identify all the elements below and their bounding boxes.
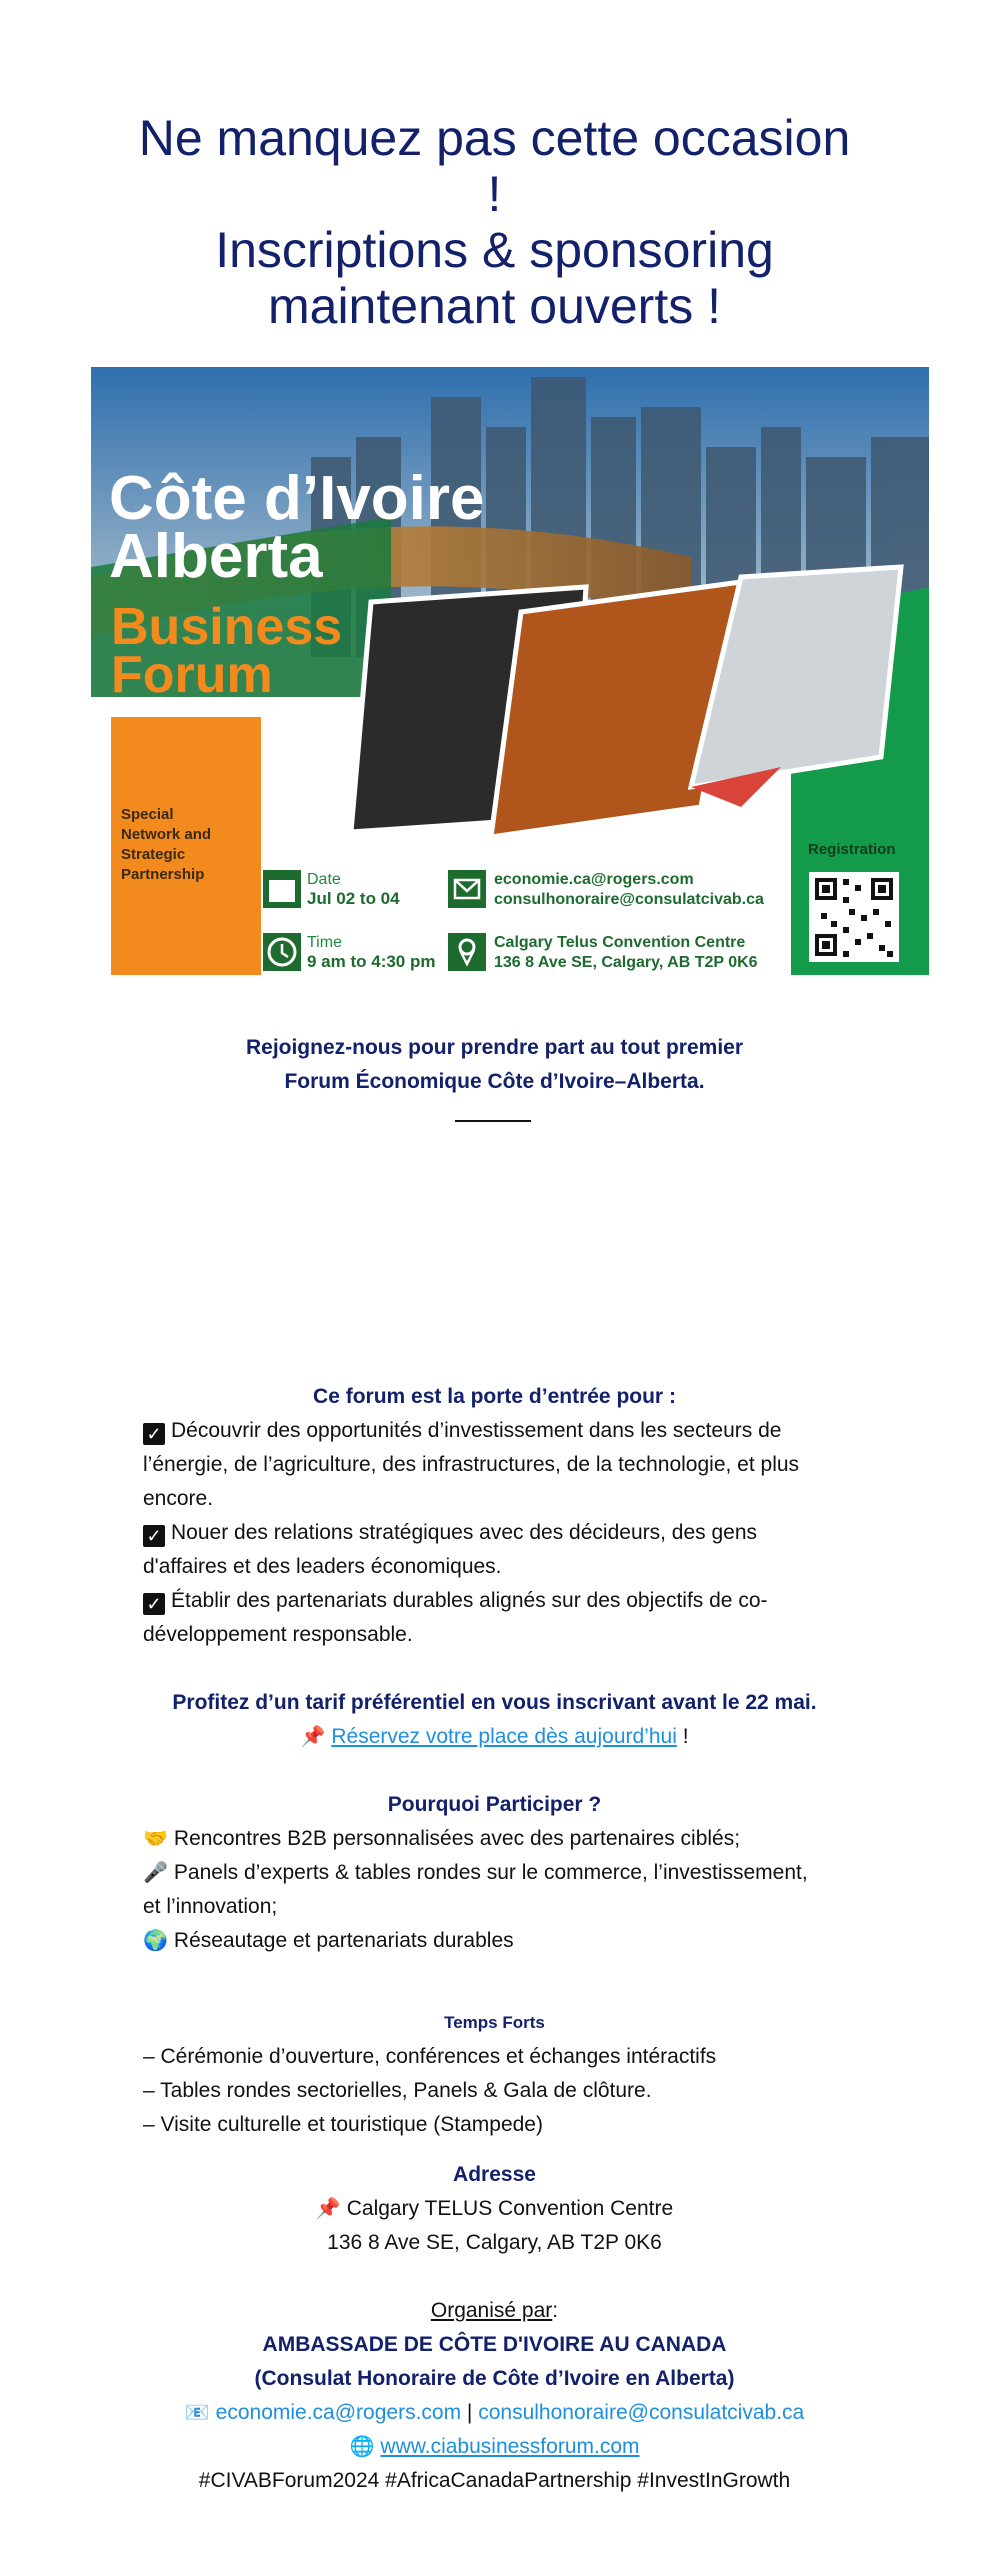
banner-title-2: Alberta [109,522,323,591]
gateway-item-3: ✓ Établir des partenariats durables alignés sur des objectifs de co- [143,1584,843,1618]
gateway-item-2: ✓ Nouer des relations stratégiques avec des décideurs, des gens [143,1516,843,1550]
organizer-name: AMBASSADE DE CÔTE D'IVOIRE AU CANADA [262,2333,727,2356]
offer-cta: 📌 Réservez votre place dès aujourd’hui ! [0,1720,989,1754]
address-title: Adresse [453,2163,536,2186]
qr-code-icon [809,872,899,962]
highlights-list [143,2040,843,2142]
date-value: Jul 02 to 04 [307,889,400,908]
side-text-2: Network and [121,826,212,843]
reserve-link[interactable]: Réservez votre place dès aujourd’hui [331,1725,677,1748]
pushpin-icon: 📌 [315,2198,341,2220]
mail-icon [448,870,486,908]
why-item-3: 🌍 Réseautage et partenariats durables [143,1924,843,1958]
highlights-title: Temps Forts [444,2013,545,2032]
highlight-item-2: – Tables rondes sectorielles, Panels & Gala de clôture. [143,2079,652,2102]
why-item-1: 🤝 Rencontres B2B personnalisées avec des partenaires ciblés; [143,1822,843,1856]
checkbox-icon: ✓ [143,1525,165,1547]
gateway-item-1: ✓ Découvrir des opportunités d’investissement dans les secteurs de [143,1414,843,1448]
globe-icon: 🌐 [349,2436,375,2458]
registration-label: Registration [808,841,896,858]
organizer-label: Organisé par: [430,2299,559,2322]
website-line [0,2430,989,2464]
page-headline [0,110,989,334]
headline-line-4: maintenant ouverts ! [267,278,722,334]
handshake-icon: 🤝 [143,1828,168,1850]
website-link[interactable]: www.ciabusinessforum.com [380,2435,640,2458]
headline-line-3: Inscriptions & sponsoring [215,222,774,278]
side-text-3: Strategic [121,846,186,863]
banner-subtitle-2: Forum [111,646,273,704]
gateway-title: Ce forum est la porte d’entrée pour : [313,1385,676,1408]
divider [455,1120,531,1122]
mail-icon: 📧 [184,2402,210,2424]
hashtags: #CIVABForum2024 #AfricaCanadaPartnership #InvestInGrowth [198,2469,791,2492]
highlight-item-1: – Cérémonie d’ouverture, conférences et échanges intéractifs [143,2045,717,2068]
intro-line-1: Rejoignez-nous pour prendre part au tout premier [245,1036,744,1059]
email-link-1[interactable]: economie.ca@rogers.com [215,2401,462,2424]
why-title: Pourquoi Participer ? [387,1793,602,1816]
gateway-list: ✓ Découvrir des opportunités d’investissement dans les secteurs de l’énergie, de l’agriculture, des infrastructures, de la technologie, et plus encore. ✓ Nouer des relations stratégiques avec des décideurs, des gens d'affaires et des leaders économiques. ✓ Établir des partenariats durables alignés sur des objectifs de co- développement responsable. [143,1414,843,1652]
contact-emails: 📧 economie.ca@rogers.com | consulhonoraire@consulatcivab.ca [0,2396,989,2430]
headline-line-1: Ne manquez pas cette occasion [138,110,851,166]
banner-title-1: Côte d’Ivoire [109,464,485,533]
banner-graphic [91,367,929,975]
organizer-subname: (Consulat Honoraire de Côte d’Ivoire en Alberta) [254,2367,735,2390]
headline-line-2: ! [487,166,502,222]
checkbox-icon: ✓ [143,1423,165,1445]
photo-tile-table [491,582,741,837]
offer-text: Profitez d’un tarif préférentiel en vous inscrivant avant le 22 mai. [172,1691,817,1714]
highlight-item-3: – Visite culturelle et touristique (Stampede) [143,2113,543,2136]
banner-venue-2: 136 8 Ave SE, Calgary, AB T2P 0K6 [494,954,758,971]
date-label: Date [307,871,341,888]
address-line-2: 136 8 Ave SE, Calgary, AB T2P 0K6 [327,2231,662,2254]
side-text-4: Partnership [121,866,205,883]
side-text-1: Special [121,806,174,823]
checkbox-icon: ✓ [143,1593,165,1615]
banner-subtitle-1: Business [111,598,343,656]
email-link-2[interactable]: consulhonoraire@consulatcivab.ca [478,2401,805,2424]
time-label: Time [307,934,342,951]
banner-venue-1: Calgary Telus Convention Centre [494,934,746,951]
address-line-1: 📌 Calgary TELUS Convention Centre [0,2192,989,2226]
banner-email-2: consulhonoraire@consulatcivab.ca [494,891,764,908]
microphone-icon: 🎤 [143,1862,168,1884]
event-banner [91,367,929,975]
time-value: 9 am to 4:30 pm [307,952,436,971]
banner-email-1: economie.ca@rogers.com [494,871,694,888]
why-list: 🤝 Rencontres B2B personnalisées avec des partenaires ciblés; 🎤 Panels d’experts & tables rondes sur le commerce, l’investissement, et l’innovation; 🌍 Réseautage et partenariats durables [143,1822,843,1958]
intro-line-2: Forum Économique Côte d’Ivoire–Alberta. [284,1070,705,1093]
why-item-2: 🎤 Panels d’experts & tables rondes sur le commerce, l’investissement, [143,1856,843,1890]
globe-icon: 🌍 [143,1930,168,1952]
pushpin-icon: 📌 [300,1726,326,1748]
